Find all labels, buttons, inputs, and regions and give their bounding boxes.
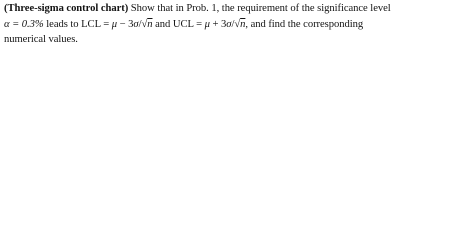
lcl-mu: μ: [111, 18, 118, 30]
sqrt-symbol: √: [234, 18, 241, 30]
sqrt-symbol: √: [141, 18, 148, 30]
leads-to-text: leads to LCL =: [43, 18, 112, 30]
ucl-plus: + 3: [209, 18, 227, 30]
problem-heading: (Three-sigma control chart): [4, 3, 129, 14]
ucl-mu: μ: [204, 18, 210, 30]
problem-line-1: [4, 1, 455, 17]
ucl-n: n: [240, 18, 246, 30]
ucl-slash: /: [231, 18, 235, 30]
problem-line-3: numerical values.: [4, 34, 78, 45]
problem-line-2: [4, 17, 455, 33]
problem-line-1-text: Show that in Prob. 1, the requirement of the significance level: [128, 3, 391, 14]
and-ucl-text: and UCL =: [152, 18, 205, 30]
lcl-n: n: [147, 18, 153, 30]
lcl-minus: − 3: [117, 18, 134, 30]
ucl-sigma: σ: [226, 18, 232, 30]
lcl-sigma: σ: [133, 18, 139, 30]
lcl-slash: /: [138, 18, 142, 30]
problem-line-2-tail: , and find the corresponding: [245, 18, 364, 30]
alpha-expression: α = 0.3%: [4, 18, 44, 30]
problem-text: [0, 0, 455, 55]
